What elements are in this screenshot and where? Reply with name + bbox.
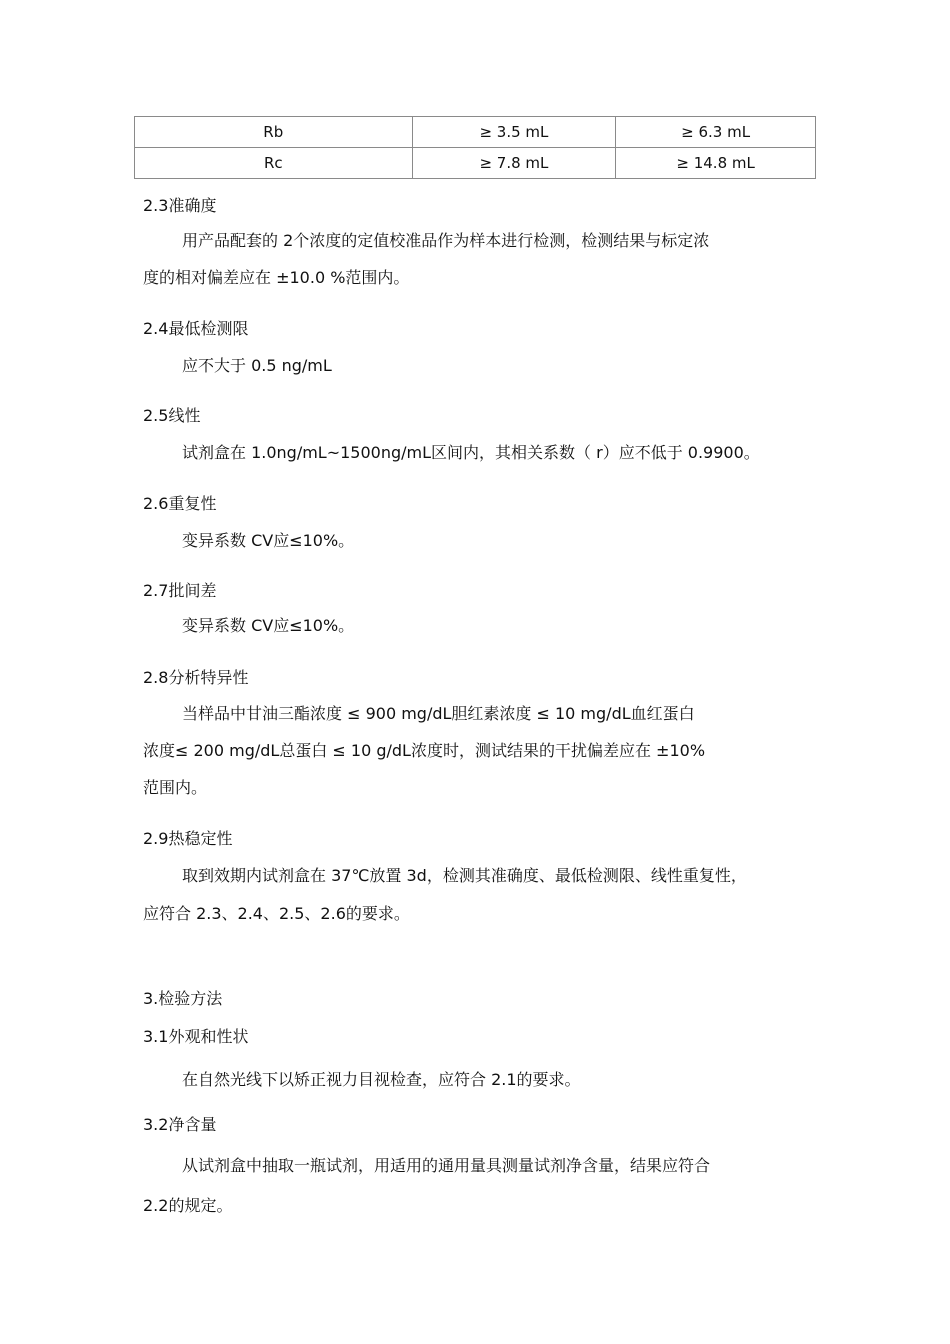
table-cell-value: ≥ 6.3 mL [616, 117, 816, 148]
section-heading-2-8: 2.8分析特异性 [143, 668, 249, 687]
paragraph-line: 从试剂盒中抽取一瓶试剂，用适用的通用量具测量试剂净含量，结果应符合 [182, 1156, 711, 1175]
table-cell-name: Rc [135, 148, 413, 179]
paragraph-line: 试剂盒在 1.0ng/mL~1500ng/mL区间内，其相关系数（ r）应不低于 0.9900。 [182, 443, 760, 462]
paragraph-line: 用产品配套的 2个浓度的定值校准品作为样本进行检测，检测结果与标定浓 [182, 231, 710, 250]
paragraph-line: 当样品中甘油三酯浓度 ≤ 900 mg/dL胆红素浓度 ≤ 10 mg/dL血红蛋白 [182, 704, 695, 723]
paragraph-line: 浓度≤ 200 mg/dL总蛋白 ≤ 10 g/dL浓度时，测试结果的干扰偏差应在 ±10% [143, 741, 706, 760]
paragraph-line: 应符合 2.3、2.4、2.5、2.6的要求。 [143, 904, 410, 923]
section-heading-2-3: 2.3准确度 [143, 196, 217, 215]
paragraph-line: 变异系数 CV应≤10%。 [182, 531, 355, 550]
paragraph-line: 2.2的规定。 [143, 1196, 233, 1215]
volume-table [134, 116, 816, 179]
section-heading-3: 3.检验方法 [143, 989, 223, 1008]
paragraph-line: 在自然光线下以矫正视力目视检查，应符合 2.1的要求。 [182, 1070, 581, 1089]
table-cell-name: Rb [135, 117, 413, 148]
section-heading-3-1: 3.1外观和性状 [143, 1027, 249, 1046]
section-heading-2-9: 2.9热稳定性 [143, 829, 233, 848]
section-heading-2-4: 2.4最低检测限 [143, 319, 249, 338]
paragraph-line: 取到效期内试剂盒在 37℃放置 3d，检测其准确度、最低检测限、线性重复性， [182, 866, 747, 885]
paragraph-line: 范围内。 [143, 778, 208, 797]
table-row [135, 148, 816, 179]
section-heading-3-2: 3.2净含量 [143, 1115, 217, 1134]
table-cell-value: ≥ 14.8 mL [616, 148, 816, 179]
table-cell-value: ≥ 7.8 mL [412, 148, 616, 179]
paragraph-line: 变异系数 CV应≤10%。 [182, 616, 355, 635]
section-heading-2-6: 2.6重复性 [143, 494, 217, 513]
section-heading-2-7: 2.7批间差 [143, 581, 217, 600]
section-heading-2-5: 2.5线性 [143, 406, 201, 425]
table-cell-value: ≥ 3.5 mL [412, 117, 616, 148]
paragraph-line: 度的相对偏差应在 ±10.0 %范围内。 [143, 268, 410, 287]
paragraph-line: 应不大于 0.5 ng/mL [182, 356, 332, 375]
table-row [135, 117, 816, 148]
